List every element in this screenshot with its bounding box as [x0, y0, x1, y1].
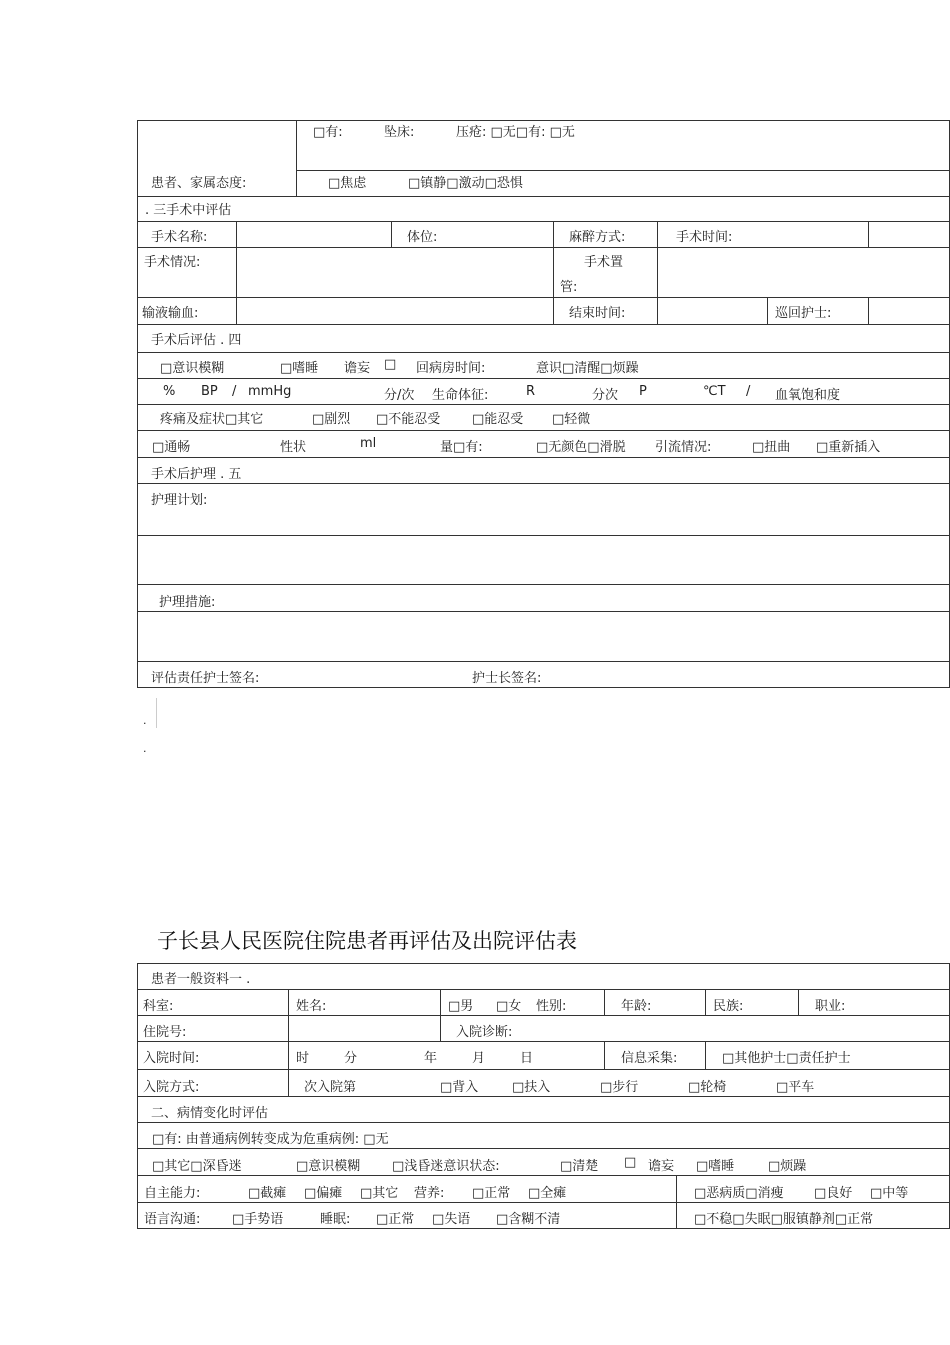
admission-method-label: 入院方式: — [143, 1080, 200, 1095]
checkbox-quadriplegia[interactable]: □全瘫 — [528, 1186, 567, 1201]
row-divider — [137, 1148, 950, 1149]
checkbox-medium[interactable]: □中等 — [870, 1186, 909, 1201]
admission-number-label: 住院号: — [143, 1025, 187, 1040]
consciousness-state-label[interactable]: □浅昏迷意识状态: — [392, 1159, 500, 1174]
position-label: 体位: — [407, 230, 438, 245]
row-divider — [137, 535, 950, 536]
temperature-label: ℃T — [703, 384, 726, 399]
minute-label: 分 — [344, 1051, 358, 1066]
bp-label: BP — [201, 384, 218, 399]
month-label: 月 — [472, 1051, 486, 1066]
checkbox-paraplegia[interactable]: □截瘫 — [248, 1186, 287, 1201]
care-measures-label: 护理措施: — [159, 595, 216, 610]
return-ward-time-label: 回病房时间: — [416, 361, 486, 376]
checkbox-normal-speech[interactable]: □正常 — [376, 1212, 415, 1227]
attitude-options[interactable]: □镇静□激动□恐惧 — [408, 176, 523, 191]
checkbox-supported[interactable]: □扶入 — [512, 1080, 551, 1095]
language-label: 语言沟通: — [144, 1212, 201, 1227]
checkbox-other[interactable]: □其它 — [360, 1186, 399, 1201]
col-divider — [868, 221, 869, 247]
col-divider — [657, 221, 658, 324]
day-label: 日 — [520, 1051, 534, 1066]
drain-color-options[interactable]: □无颜色□滑脱 — [536, 440, 626, 455]
checkbox-aphasia[interactable]: □失语 — [432, 1212, 471, 1227]
col-divider — [296, 120, 297, 196]
row-divider — [137, 430, 950, 431]
checkbox-wheelchair[interactable]: □轮椅 — [688, 1080, 727, 1095]
section-intraop-heading: . 三手术中评估 — [145, 203, 232, 218]
row-divider — [137, 1041, 950, 1042]
row-divider — [137, 661, 950, 662]
checkbox-walking[interactable]: □步行 — [600, 1080, 639, 1095]
checkbox-confused[interactable]: □意识模糊 — [296, 1159, 361, 1174]
col-divider — [288, 989, 289, 1096]
row-divider — [137, 404, 950, 405]
checkbox-confused[interactable]: □意识模糊 — [160, 361, 225, 376]
section-condition-change-heading: 二、病情变化时评估 — [151, 1106, 269, 1121]
vital-signs-label: 生命体征: — [432, 388, 489, 403]
col-divider — [676, 1175, 677, 1229]
row-divider — [137, 457, 950, 458]
stray-line — [156, 698, 157, 728]
admission-diagnosis-label: 入院诊断: — [456, 1025, 513, 1040]
fall-label: 坠床: — [384, 125, 415, 140]
row-divider — [137, 196, 950, 197]
checkbox-delirium[interactable]: □ — [384, 357, 397, 372]
admission-count-label: 次入院第 — [304, 1080, 357, 1095]
row-divider — [137, 247, 950, 248]
row-divider — [137, 352, 950, 353]
self-care-label: 自主能力: — [144, 1186, 201, 1201]
row-divider — [137, 378, 950, 379]
hour-label: 时 — [296, 1051, 310, 1066]
col-divider — [767, 297, 768, 324]
checkbox-unbearable[interactable]: □不能忍受 — [376, 412, 441, 427]
character-label: 性状 — [280, 440, 307, 455]
critical-conversion-options[interactable]: □有: 由普通病例转变成为危重病例: □无 — [152, 1132, 389, 1147]
nutrition-poor-options[interactable]: □恶病质□消瘦 — [694, 1186, 784, 1201]
ml-unit: ml — [360, 436, 377, 451]
catheter-label-line1: 手术置 — [584, 255, 624, 270]
checkbox-drowsy[interactable]: □嗜睡 — [696, 1159, 735, 1174]
checkbox-clear[interactable]: □清楚 — [560, 1159, 599, 1174]
col-divider — [391, 221, 392, 247]
checkbox-normal[interactable]: □正常 — [472, 1186, 511, 1201]
row-divider — [137, 1122, 950, 1123]
row-divider — [297, 170, 950, 171]
row-divider — [137, 989, 950, 990]
row-divider — [137, 1175, 950, 1176]
checkbox-hemiplegia[interactable]: □偏瘫 — [304, 1186, 343, 1201]
delirium-label: 谵妄 — [344, 361, 371, 376]
col-divider — [440, 989, 441, 1041]
head-nurse-signature-label: 护士长签名: — [472, 671, 542, 686]
sleep-label: 睡眠: — [320, 1212, 351, 1227]
stray-dot: . — [143, 742, 147, 755]
section-general-info-heading: 患者一般资料一 . — [151, 972, 251, 987]
checkbox-male[interactable]: □男 — [448, 999, 474, 1014]
checkbox-severe[interactable]: □剧烈 — [312, 412, 351, 427]
year-label: 年 — [424, 1051, 438, 1066]
age-label: 年龄: — [621, 999, 652, 1014]
col-divider — [604, 989, 605, 1015]
col-divider — [798, 989, 799, 1015]
r-label: R — [526, 384, 536, 399]
family-attitude-label: 患者、家属态度: — [151, 176, 247, 191]
row-divider — [137, 1069, 950, 1070]
checkbox-has[interactable]: □有: — [313, 125, 343, 140]
checkbox-slurred[interactable]: □含糊不清 — [496, 1212, 561, 1227]
row-divider — [137, 1015, 950, 1016]
slash-2: / — [746, 384, 751, 399]
col-divider — [236, 221, 237, 324]
pain-symptom-label[interactable]: 疼痛及症状□其它 — [160, 412, 264, 427]
row-divider — [137, 584, 950, 585]
checkbox-patent[interactable]: □通畅 — [152, 440, 191, 455]
end-time-label: 结束时间: — [569, 306, 626, 321]
name-label: 姓名: — [296, 999, 327, 1014]
checkbox-twisted[interactable]: □扭曲 — [752, 440, 791, 455]
col-divider — [705, 989, 706, 1015]
percent-unit: % — [163, 384, 176, 399]
checkbox-agitated[interactable]: □烦躁 — [768, 1159, 807, 1174]
surgery-name-label: 手术名称: — [151, 230, 208, 245]
catheter-label-line2: 管: — [560, 280, 578, 295]
gender-label: 性别: — [536, 999, 567, 1014]
per-min-unit: 分/次 — [384, 388, 415, 403]
form-title: 子长县人民医院住院患者再评估及出院评估表 — [157, 929, 577, 953]
circulating-nurse-label: 巡回护士: — [775, 306, 832, 321]
anesthesia-label: 麻醉方式: — [569, 230, 626, 245]
stray-dot: . — [143, 714, 147, 727]
col-divider — [604, 1041, 605, 1069]
checkbox-reinsert[interactable]: □重新插入 — [816, 440, 881, 455]
row-divider — [137, 324, 950, 325]
checkbox-good[interactable]: □良好 — [814, 1186, 853, 1201]
checkbox-bearable[interactable]: □能忍受 — [472, 412, 524, 427]
department-label: 科室: — [143, 999, 174, 1014]
sleep-options[interactable]: □不稳□失眠□服镇静剂□正常 — [694, 1212, 874, 1227]
infusion-label: 输液输血: — [142, 306, 199, 321]
checkbox-mild[interactable]: □轻微 — [552, 412, 591, 427]
checkbox-drowsy[interactable]: □嗜睡 — [280, 361, 319, 376]
row-divider — [137, 221, 950, 222]
row-divider — [137, 1202, 950, 1203]
info-collection-label: 信息采集: — [621, 1051, 678, 1066]
checkbox-stretcher[interactable]: □平车 — [776, 1080, 815, 1095]
volume-has-label[interactable]: 量□有: — [440, 440, 483, 455]
checkbox-anxious[interactable]: □焦虑 — [328, 176, 367, 191]
surgery-status-label: 手术情况: — [144, 255, 201, 270]
admission-time-label: 入院时间: — [143, 1051, 200, 1066]
consciousness-options[interactable]: 意识□清醒□烦躁 — [536, 361, 639, 376]
pressure-sore-options[interactable]: 压疮: □无□有: □无 — [456, 125, 575, 140]
coma-options[interactable]: □其它□深昏迷 — [152, 1159, 242, 1174]
p-label: P — [639, 384, 647, 399]
surgery-time-label: 手术时间: — [676, 230, 733, 245]
ethnicity-label: 民族: — [713, 999, 744, 1014]
checkbox-delirium[interactable]: □ — [624, 1155, 637, 1170]
mmhg-unit: mmHg — [248, 384, 292, 399]
checkbox-female[interactable]: □女 — [496, 999, 522, 1014]
drainage-label: 引流情况: — [655, 440, 712, 455]
row-divider — [137, 611, 950, 612]
section-postop-care-heading: 手术后护理 . 五 — [151, 467, 242, 482]
delirium-label: 谵妄 — [648, 1159, 675, 1174]
row-divider — [137, 297, 950, 298]
spo2-label: 血氧饱和度 — [775, 388, 841, 403]
slash: / — [232, 384, 237, 399]
col-divider — [705, 1041, 706, 1069]
care-plan-label: 护理计划: — [151, 493, 208, 508]
occupation-label: 职业: — [815, 999, 846, 1014]
section-postop-heading: 手术后评估 . 四 — [151, 333, 242, 348]
row-divider — [137, 483, 950, 484]
info-collector-options[interactable]: □其他护士□责任护士 — [722, 1051, 851, 1066]
responsible-nurse-signature-label: 评估责任护士签名: — [151, 671, 260, 686]
checkbox-carried[interactable]: □背入 — [440, 1080, 479, 1095]
col-divider — [868, 297, 869, 324]
nutrition-label: 营养: — [414, 1186, 445, 1201]
per-min-unit-2: 分次 — [592, 388, 619, 403]
col-divider — [553, 221, 554, 324]
row-divider — [137, 1096, 950, 1097]
checkbox-sign-language[interactable]: □手势语 — [232, 1212, 284, 1227]
